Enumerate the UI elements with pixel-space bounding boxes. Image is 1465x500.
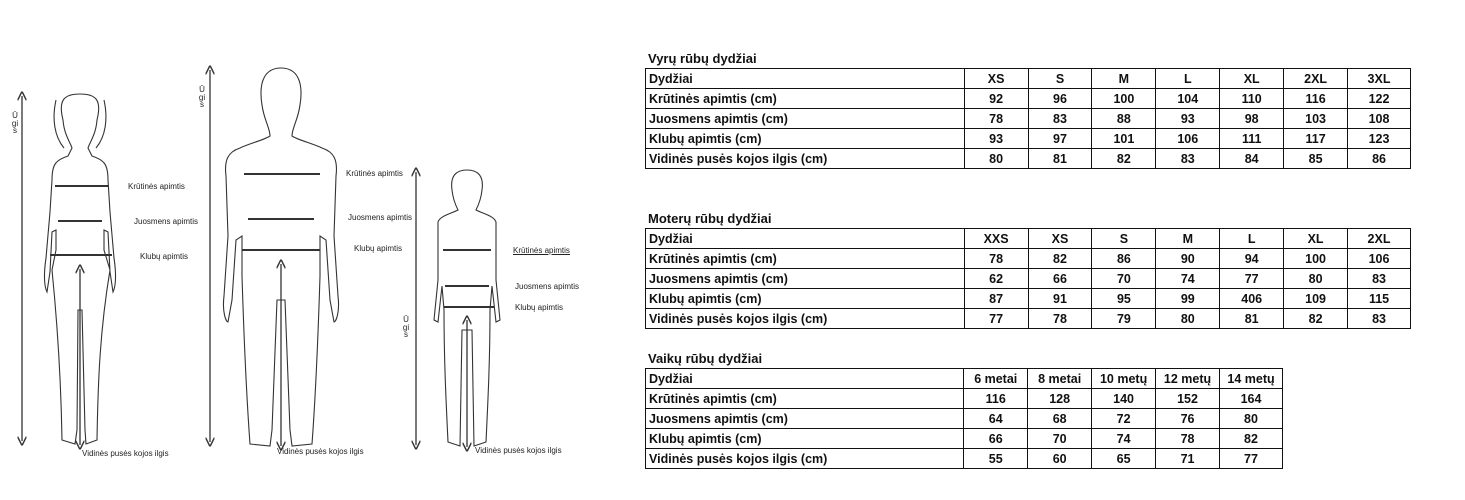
value-cell: 82 bbox=[1092, 149, 1156, 169]
row-label-cell: Juosmens apimtis (cm) bbox=[646, 109, 965, 129]
size-header-cell: XS bbox=[964, 69, 1028, 89]
row-label-cell: Krūtinės apimtis (cm) bbox=[646, 249, 965, 269]
table-row bbox=[646, 389, 1283, 409]
value-cell: 82 bbox=[1284, 309, 1348, 329]
value-cell: 66 bbox=[964, 429, 1028, 449]
value-cell: 103 bbox=[1284, 109, 1348, 129]
value-cell: 101 bbox=[1092, 129, 1156, 149]
table-row bbox=[646, 249, 1411, 269]
value-cell: 62 bbox=[964, 269, 1028, 289]
child-waist-label: Juosmens apimtis bbox=[515, 282, 580, 291]
man-chest-label: Krūtinės apimtis bbox=[346, 169, 403, 178]
header-row bbox=[646, 229, 1411, 249]
table-row bbox=[646, 289, 1411, 309]
value-cell: 83 bbox=[1348, 269, 1411, 289]
value-cell: 84 bbox=[1220, 149, 1284, 169]
value-cell: 78 bbox=[1156, 429, 1220, 449]
table-row bbox=[646, 429, 1283, 449]
woman-height-label: Ūgis bbox=[11, 111, 19, 135]
size-header-cell: XL bbox=[1220, 69, 1284, 89]
child-height-label: Ūgis bbox=[402, 315, 410, 339]
value-cell: 83 bbox=[1156, 149, 1220, 169]
value-cell: 99 bbox=[1156, 289, 1220, 309]
value-cell: 77 bbox=[1220, 449, 1283, 469]
child-inseam-label: Vidinės pusės kojos ilgis bbox=[475, 446, 562, 455]
table-row bbox=[646, 149, 1411, 169]
row-label-cell: Klubų apimtis (cm) bbox=[646, 429, 964, 449]
value-cell: 95 bbox=[1092, 289, 1156, 309]
value-cell: 85 bbox=[1284, 149, 1348, 169]
value-cell: 76 bbox=[1156, 409, 1220, 429]
value-cell: 68 bbox=[1028, 409, 1092, 429]
value-cell: 78 bbox=[964, 109, 1028, 129]
value-cell: 123 bbox=[1348, 129, 1411, 149]
value-cell: 98 bbox=[1220, 109, 1284, 129]
value-cell: 122 bbox=[1348, 89, 1411, 109]
value-cell: 93 bbox=[964, 129, 1028, 149]
value-cell: 77 bbox=[1220, 269, 1284, 289]
size-header-cell: 14 metų bbox=[1220, 369, 1283, 389]
woman-chest-label: Krūtinės apimtis bbox=[128, 182, 185, 191]
size-header-cell: 2XL bbox=[1284, 69, 1348, 89]
value-cell: 87 bbox=[964, 289, 1028, 309]
child-chest-label: Krūtinės apimtis bbox=[513, 246, 570, 255]
value-cell: 82 bbox=[1220, 429, 1283, 449]
kids-size-table bbox=[645, 368, 1283, 469]
value-cell: 83 bbox=[1348, 309, 1411, 329]
value-cell: 80 bbox=[1220, 409, 1283, 429]
value-cell: 106 bbox=[1156, 129, 1220, 149]
value-cell: 74 bbox=[1156, 269, 1220, 289]
row-label-cell: Juosmens apimtis (cm) bbox=[646, 269, 965, 289]
value-cell: 90 bbox=[1156, 249, 1220, 269]
row-label-cell: Krūtinės apimtis (cm) bbox=[646, 89, 965, 109]
size-header-cell: L bbox=[1220, 229, 1284, 249]
header-row bbox=[646, 369, 1283, 389]
value-cell: 128 bbox=[1028, 389, 1092, 409]
value-cell: 86 bbox=[1092, 249, 1156, 269]
header-label-cell: Dydžiai bbox=[646, 369, 964, 389]
value-cell: 108 bbox=[1348, 109, 1411, 129]
table-row bbox=[646, 109, 1411, 129]
value-cell: 140 bbox=[1092, 389, 1156, 409]
women-table-title: Moterų rūbų dydžiai bbox=[648, 211, 772, 226]
value-cell: 81 bbox=[1028, 149, 1092, 169]
table-row bbox=[646, 269, 1411, 289]
size-header-cell: M bbox=[1156, 229, 1220, 249]
table-row bbox=[646, 89, 1411, 109]
value-cell: 80 bbox=[1156, 309, 1220, 329]
value-cell: 92 bbox=[964, 89, 1028, 109]
value-cell: 106 bbox=[1348, 249, 1411, 269]
value-cell: 116 bbox=[964, 389, 1028, 409]
row-label-cell: Krūtinės apimtis (cm) bbox=[646, 389, 964, 409]
value-cell: 152 bbox=[1156, 389, 1220, 409]
value-cell: 115 bbox=[1348, 289, 1411, 309]
size-header-cell: XL bbox=[1284, 229, 1348, 249]
value-cell: 65 bbox=[1092, 449, 1156, 469]
size-header-cell: 3XL bbox=[1348, 69, 1411, 89]
man-waist-label: Juosmens apimtis bbox=[348, 213, 413, 222]
value-cell: 88 bbox=[1092, 109, 1156, 129]
value-cell: 70 bbox=[1092, 269, 1156, 289]
table-row bbox=[646, 409, 1283, 429]
value-cell: 104 bbox=[1156, 89, 1220, 109]
value-cell: 80 bbox=[1284, 269, 1348, 289]
size-header-cell: S bbox=[1092, 229, 1156, 249]
value-cell: 74 bbox=[1092, 429, 1156, 449]
value-cell: 100 bbox=[1284, 249, 1348, 269]
value-cell: 78 bbox=[1028, 309, 1092, 329]
value-cell: 111 bbox=[1220, 129, 1284, 149]
value-cell: 109 bbox=[1284, 289, 1348, 309]
size-header-cell: 10 metų bbox=[1092, 369, 1156, 389]
header-label-cell: Dydžiai bbox=[646, 69, 965, 89]
value-cell: 55 bbox=[964, 449, 1028, 469]
value-cell: 72 bbox=[1092, 409, 1156, 429]
value-cell: 110 bbox=[1220, 89, 1284, 109]
table-row bbox=[646, 309, 1411, 329]
man-inseam-label: Vidinės pusės kojos ilgis bbox=[277, 447, 364, 456]
row-label-cell: Vidinės pusės kojos ilgis (cm) bbox=[646, 449, 964, 469]
size-header-cell: M bbox=[1092, 69, 1156, 89]
row-label-cell: Vidinės pusės kojos ilgis (cm) bbox=[646, 309, 965, 329]
value-cell: 91 bbox=[1028, 289, 1092, 309]
value-cell: 100 bbox=[1092, 89, 1156, 109]
size-header-cell: L bbox=[1156, 69, 1220, 89]
size-header-cell: S bbox=[1028, 69, 1092, 89]
value-cell: 94 bbox=[1220, 249, 1284, 269]
value-cell: 164 bbox=[1220, 389, 1283, 409]
size-header-cell: 6 metai bbox=[964, 369, 1028, 389]
header-label-cell: Dydžiai bbox=[646, 229, 965, 249]
value-cell: 83 bbox=[1028, 109, 1092, 129]
man-hip-label: Klubų apimtis bbox=[354, 244, 403, 253]
size-header-cell: 12 metų bbox=[1156, 369, 1220, 389]
value-cell: 406 bbox=[1220, 289, 1284, 309]
value-cell: 79 bbox=[1092, 309, 1156, 329]
header-row bbox=[646, 69, 1411, 89]
value-cell: 96 bbox=[1028, 89, 1092, 109]
size-header-cell: XS bbox=[1028, 229, 1092, 249]
value-cell: 64 bbox=[964, 409, 1028, 429]
row-label-cell: Klubų apimtis (cm) bbox=[646, 129, 965, 149]
size-header-cell: 8 metai bbox=[1028, 369, 1092, 389]
value-cell: 81 bbox=[1220, 309, 1284, 329]
value-cell: 86 bbox=[1348, 149, 1411, 169]
child-hip-label: Klubų apimtis bbox=[515, 303, 564, 312]
row-label-cell: Vidinės pusės kojos ilgis (cm) bbox=[646, 149, 965, 169]
value-cell: 93 bbox=[1156, 109, 1220, 129]
woman-hip-label: Klubų apimtis bbox=[140, 252, 189, 261]
kids-table-title: Vaikų rūbų dydžiai bbox=[648, 351, 763, 366]
value-cell: 117 bbox=[1284, 129, 1348, 149]
table-row bbox=[646, 129, 1411, 149]
woman-inseam-label: Vidinės pusės kojos ilgis bbox=[82, 449, 169, 458]
row-label-cell: Juosmens apimtis (cm) bbox=[646, 409, 964, 429]
value-cell: 80 bbox=[964, 149, 1028, 169]
size-header-cell: 2XL bbox=[1348, 229, 1411, 249]
value-cell: 97 bbox=[1028, 129, 1092, 149]
women-size-table bbox=[645, 228, 1411, 329]
value-cell: 66 bbox=[1028, 269, 1092, 289]
man-height-label: Ūgis bbox=[198, 85, 206, 109]
value-cell: 71 bbox=[1156, 449, 1220, 469]
value-cell: 70 bbox=[1028, 429, 1092, 449]
men-size-table bbox=[645, 68, 1411, 169]
value-cell: 116 bbox=[1284, 89, 1348, 109]
men-table-title: Vyrų rūbų dydžiai bbox=[648, 51, 757, 66]
table-row bbox=[646, 449, 1283, 469]
size-header-cell: XXS bbox=[964, 229, 1028, 249]
body-measurement-figures bbox=[0, 0, 640, 500]
value-cell: 77 bbox=[964, 309, 1028, 329]
value-cell: 60 bbox=[1028, 449, 1092, 469]
row-label-cell: Klubų apimtis (cm) bbox=[646, 289, 965, 309]
woman-waist-label: Juosmens apimtis bbox=[134, 217, 199, 226]
value-cell: 78 bbox=[964, 249, 1028, 269]
value-cell: 82 bbox=[1028, 249, 1092, 269]
